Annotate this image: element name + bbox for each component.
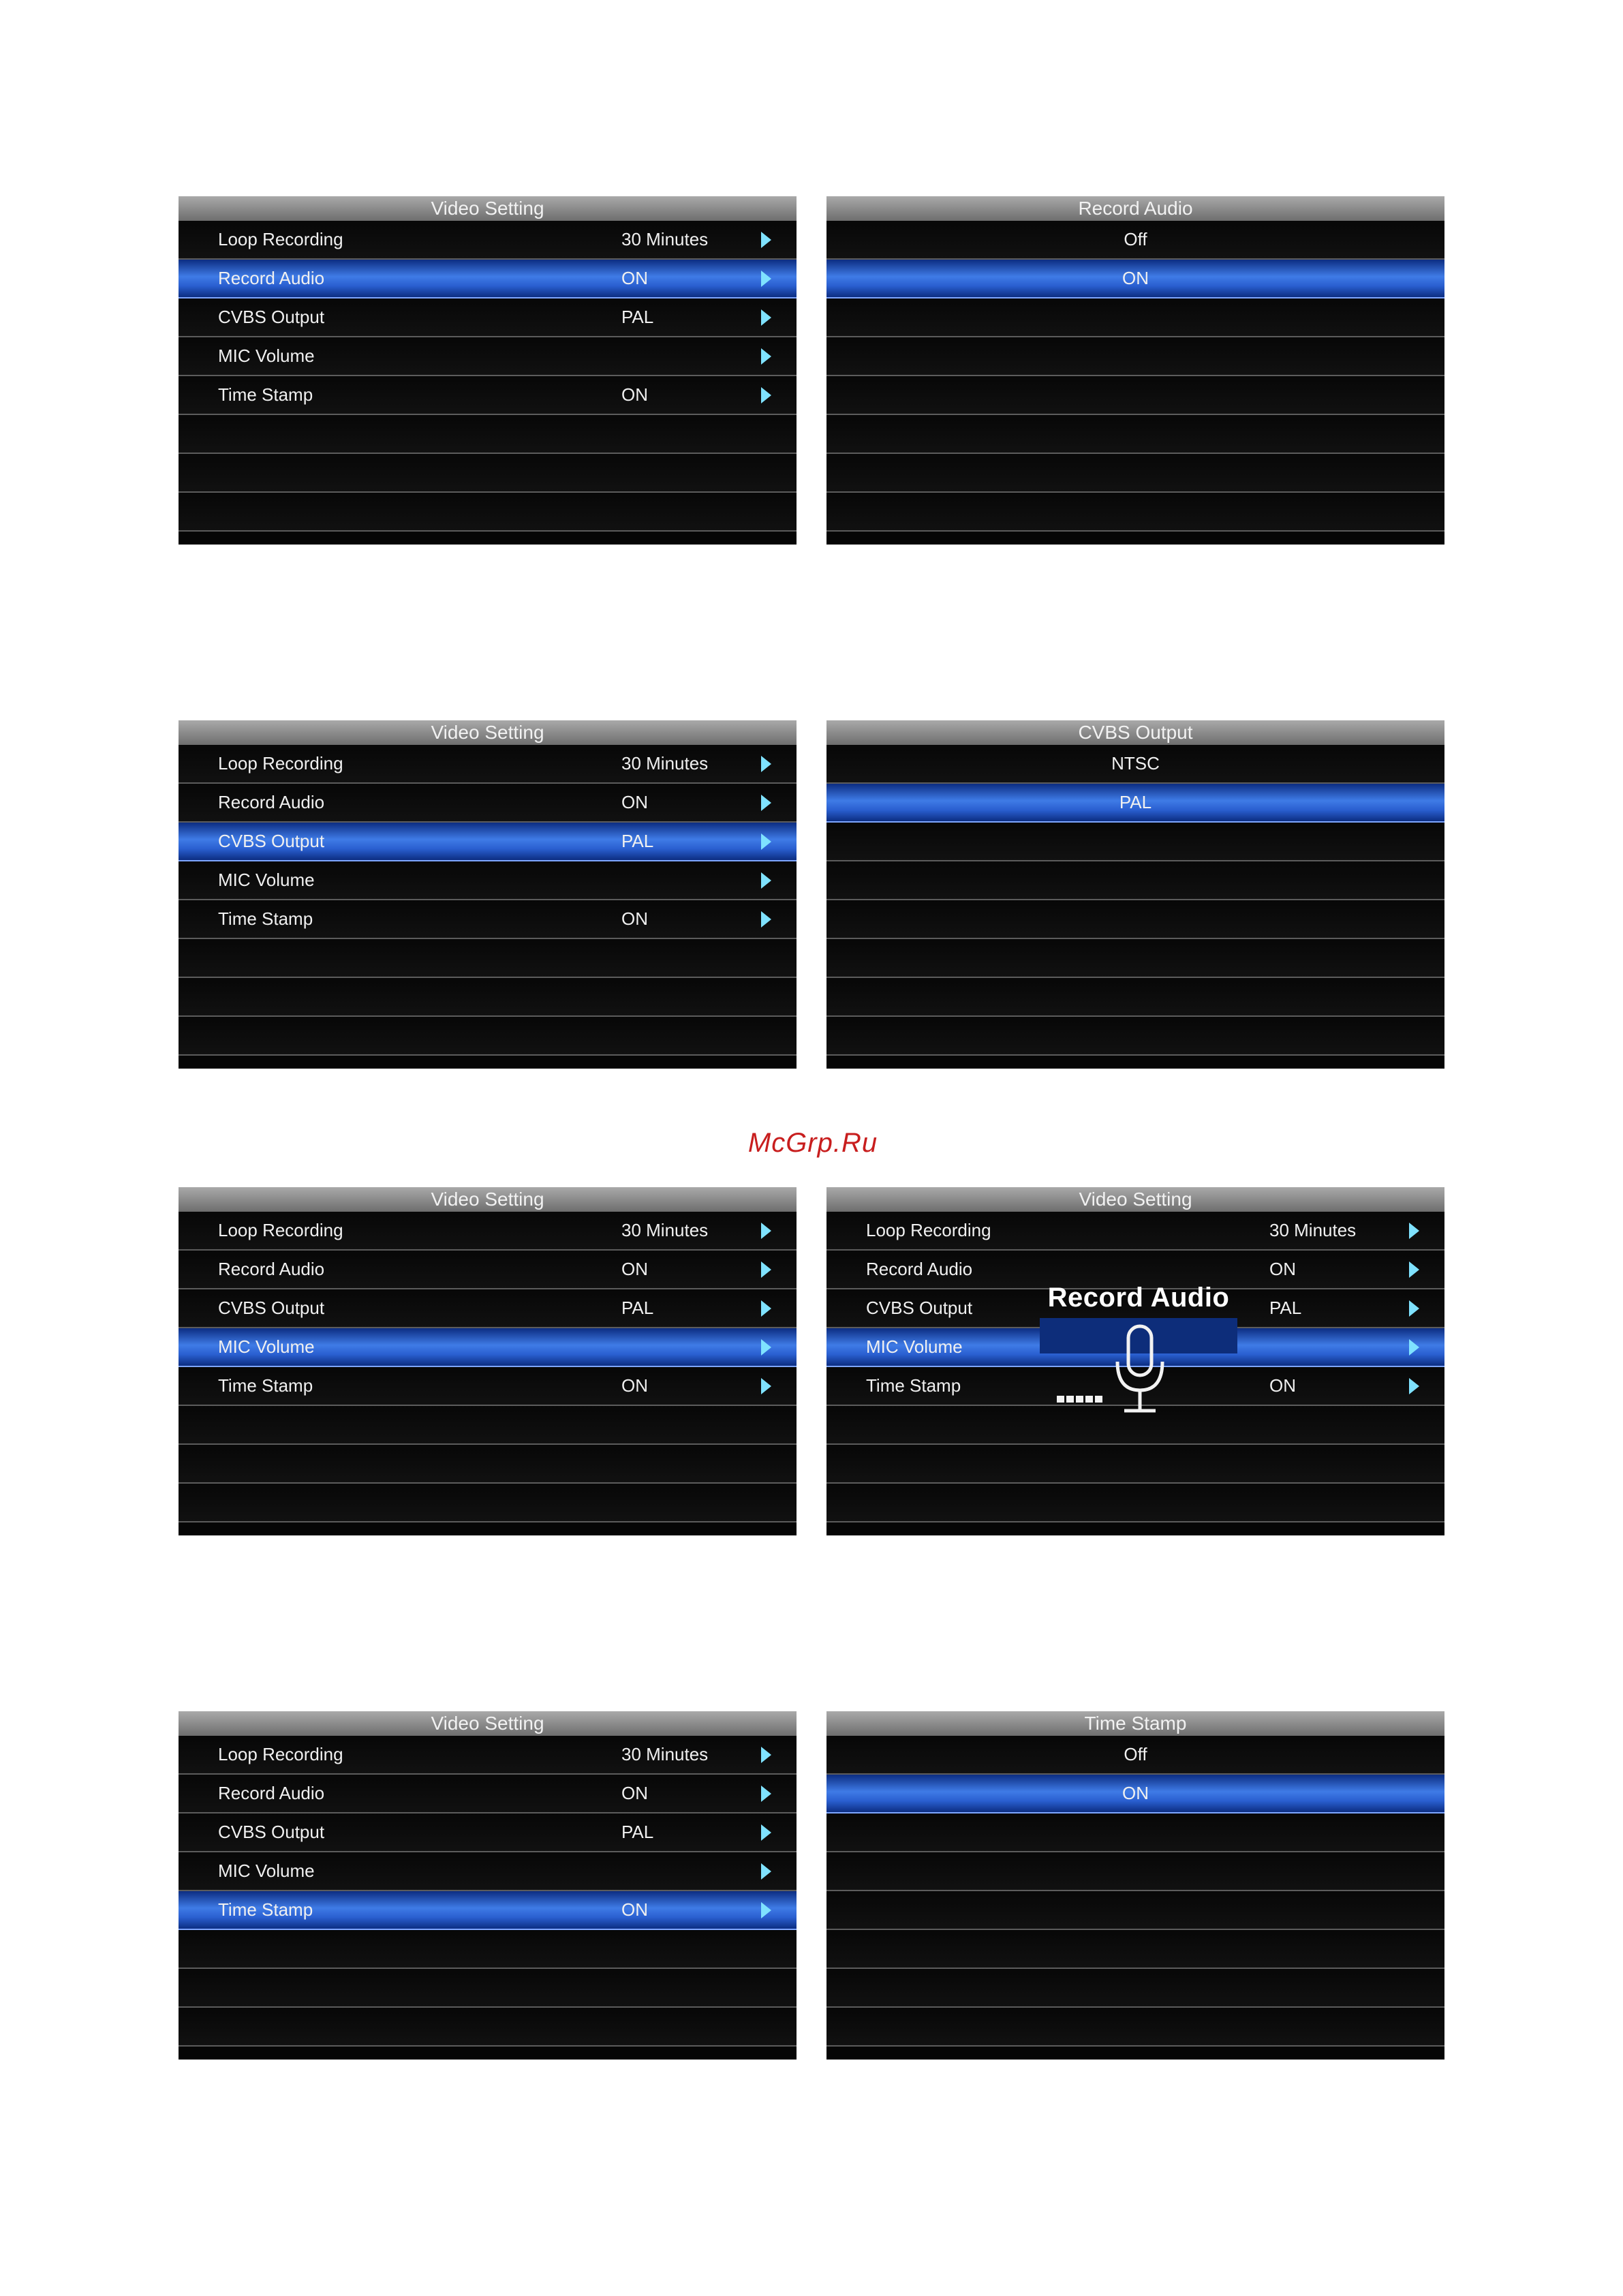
empty-row: [179, 2008, 797, 2047]
empty-row: [826, 1813, 1444, 1852]
option-label: PAL: [1119, 792, 1152, 812]
microphone-icon: [1109, 1322, 1171, 1418]
menu-item-value: ON: [621, 1259, 648, 1279]
chevron-right-icon: [1409, 1223, 1419, 1239]
screen-title: CVBS Output: [826, 720, 1444, 745]
chevron-right-icon: [761, 1747, 771, 1763]
chevron-right-icon: [761, 833, 771, 850]
chevron-right-icon: [761, 1824, 771, 1841]
menu-item-cvbs-output[interactable]: [179, 823, 797, 861]
screen-title: Record Audio: [826, 196, 1444, 221]
menu-item-label: MIC Volume: [218, 1336, 315, 1357]
empty-row: [179, 1484, 797, 1522]
menu-item-value: ON: [621, 268, 648, 288]
empty-row: [826, 939, 1444, 978]
empty-row: [826, 1484, 1444, 1522]
menu-item-time-stamp[interactable]: [179, 900, 797, 939]
mic-level-indicator: [1057, 1394, 1104, 1406]
chevron-right-icon: [761, 1261, 771, 1278]
level-bar: [1085, 1396, 1093, 1403]
chevron-right-icon: [761, 1339, 771, 1356]
menu-item-label: Record Audio: [218, 268, 325, 288]
option-pal[interactable]: [826, 784, 1444, 823]
menu-item-time-stamp[interactable]: [179, 1891, 797, 1930]
chevron-right-icon: [761, 1300, 771, 1317]
chevron-right-icon: [1409, 1300, 1419, 1317]
empty-row: [179, 454, 797, 493]
chevron-right-icon: [761, 271, 771, 287]
menu-item-mic-volume[interactable]: [179, 1852, 797, 1891]
menu-item-loop-recording[interactable]: [179, 1212, 797, 1251]
empty-row: [826, 978, 1444, 1017]
empty-row: [179, 415, 797, 454]
chevron-right-icon: [761, 1863, 771, 1880]
empty-row: [826, 454, 1444, 493]
chevron-right-icon: [761, 348, 771, 365]
menu-item-value: ON: [621, 1783, 648, 1803]
menu-item-label: CVBS Output: [218, 1298, 325, 1318]
empty-row: [179, 978, 797, 1017]
empty-row: [826, 1969, 1444, 2008]
menu-item-label: Record Audio: [218, 1259, 325, 1279]
empty-row: [826, 337, 1444, 376]
menu-item-label: MIC Volume: [866, 1336, 963, 1357]
chevron-right-icon: [761, 309, 771, 326]
menu-item-value: PAL: [621, 1822, 654, 1842]
empty-row: [826, 1445, 1444, 1484]
menu-item-value: 30 Minutes: [1269, 1220, 1357, 1240]
empty-row: [826, 493, 1444, 532]
option-off[interactable]: [826, 1736, 1444, 1775]
menu-item-value: PAL: [1269, 1298, 1302, 1318]
empty-row: [826, 1930, 1444, 1969]
menu-item-label: CVBS Output: [218, 1822, 325, 1842]
menu-item-label: Loop Recording: [866, 1220, 991, 1240]
watermark-text: McGrp.Ru: [747, 1128, 878, 1158]
screen-title: Time Stamp: [826, 1711, 1444, 1736]
menu-item-label: Record Audio: [866, 1259, 973, 1279]
menu-item-label: Time Stamp: [218, 384, 313, 405]
empty-row: [826, 823, 1444, 861]
menu-item-value: ON: [1269, 1375, 1296, 1396]
option-on[interactable]: [826, 1775, 1444, 1813]
menu-item-loop-recording[interactable]: [826, 1212, 1444, 1251]
menu-item-record-audio[interactable]: [179, 1775, 797, 1813]
menu-item-value: 30 Minutes: [621, 753, 709, 774]
time-stamp-screen: [826, 1711, 1444, 2060]
empty-row: [826, 299, 1444, 337]
menu-item-loop-recording[interactable]: [179, 745, 797, 784]
chevron-right-icon: [761, 1223, 771, 1239]
menu-item-label: MIC Volume: [218, 346, 315, 366]
option-label: NTSC: [1111, 753, 1160, 774]
menu-item-label: CVBS Output: [866, 1298, 973, 1318]
empty-row: [826, 415, 1444, 454]
record-audio-screen: [826, 196, 1444, 545]
empty-row: [179, 1969, 797, 2008]
video-setting-screen-2: [179, 720, 797, 1069]
menu-item-label: Time Stamp: [218, 1375, 313, 1396]
chevron-right-icon: [1409, 1339, 1419, 1356]
empty-row: [826, 1852, 1444, 1891]
empty-row: [826, 900, 1444, 939]
menu-item-cvbs-output[interactable]: [179, 1289, 797, 1328]
screen-title: Video Setting: [179, 196, 797, 221]
menu-item-label: Time Stamp: [218, 1899, 313, 1920]
chevron-right-icon: [761, 232, 771, 248]
menu-item-value: PAL: [621, 831, 654, 851]
empty-row: [179, 1017, 797, 1056]
menu-item-time-stamp[interactable]: [179, 376, 797, 415]
menu-item-value: PAL: [621, 307, 654, 327]
option-label: ON: [1122, 1783, 1149, 1803]
empty-row: [826, 861, 1444, 900]
menu-item-label: Loop Recording: [218, 1220, 343, 1240]
menu-item-label: Record Audio: [218, 1783, 325, 1803]
menu-item-value: PAL: [621, 1298, 654, 1318]
menu-item-value: ON: [621, 792, 648, 812]
video-setting-screen-1: [179, 196, 797, 545]
chevron-right-icon: [761, 1902, 771, 1918]
menu-item-record-audio[interactable]: [179, 784, 797, 823]
level-bar: [1095, 1396, 1102, 1403]
menu-item-value: 30 Minutes: [621, 229, 709, 249]
option-on[interactable]: [826, 260, 1444, 299]
video-setting-screen-mic-popup: [826, 1187, 1444, 1535]
menu-item-label: Loop Recording: [218, 1744, 343, 1764]
option-label: ON: [1122, 268, 1149, 288]
screen-title: Video Setting: [826, 1187, 1444, 1212]
mic-volume-popup: [1040, 1283, 1237, 1416]
menu-item-value: ON: [621, 1375, 648, 1396]
menu-item-label: Loop Recording: [218, 229, 343, 249]
video-setting-screen-4: [179, 1711, 797, 2060]
menu-item-mic-volume[interactable]: [179, 337, 797, 376]
menu-item-value: 30 Minutes: [621, 1220, 709, 1240]
option-off[interactable]: [826, 221, 1444, 260]
screen-title: Video Setting: [179, 720, 797, 745]
menu-item-label: CVBS Output: [218, 307, 325, 327]
menu-item-value: 30 Minutes: [621, 1744, 709, 1764]
menu-item-value: ON: [621, 384, 648, 405]
level-bar: [1076, 1396, 1083, 1403]
chevron-right-icon: [761, 1786, 771, 1802]
chevron-right-icon: [1409, 1378, 1419, 1394]
chevron-right-icon: [761, 387, 771, 403]
menu-item-value: ON: [621, 1899, 648, 1920]
menu-item-label: MIC Volume: [218, 1861, 315, 1881]
chevron-right-icon: [761, 795, 771, 811]
menu-item-label: MIC Volume: [218, 870, 315, 890]
chevron-right-icon: [1409, 1261, 1419, 1278]
chevron-right-icon: [761, 911, 771, 928]
video-setting-screen-3: [179, 1187, 797, 1535]
option-label: Off: [1124, 229, 1147, 249]
menu-item-label: Record Audio: [218, 792, 325, 812]
empty-row: [179, 939, 797, 978]
option-label: Off: [1124, 1744, 1147, 1764]
menu-item-cvbs-output[interactable]: [179, 1813, 797, 1852]
chevron-right-icon: [761, 1378, 771, 1394]
empty-row: [826, 1891, 1444, 1930]
empty-row: [826, 2008, 1444, 2047]
menu-item-value: ON: [621, 908, 648, 929]
empty-row: [179, 1445, 797, 1484]
chevron-right-icon: [761, 872, 771, 889]
empty-row: [826, 1017, 1444, 1056]
menu-item-mic-volume[interactable]: [179, 1328, 797, 1367]
menu-item-mic-volume[interactable]: [179, 861, 797, 900]
empty-row: [179, 493, 797, 532]
cvbs-output-screen: [826, 720, 1444, 1069]
screen-title: Video Setting: [179, 1187, 797, 1212]
empty-row: [179, 1930, 797, 1969]
empty-row: [826, 376, 1444, 415]
option-ntsc[interactable]: [826, 745, 1444, 784]
level-bar: [1066, 1396, 1074, 1403]
menu-item-loop-recording[interactable]: [179, 221, 797, 260]
menu-item-loop-recording[interactable]: [179, 1736, 797, 1775]
menu-item-record-audio[interactable]: [179, 260, 797, 299]
menu-item-cvbs-output[interactable]: [179, 299, 797, 337]
level-bar: [1057, 1396, 1064, 1403]
screen-title: Video Setting: [179, 1711, 797, 1736]
menu-item-label: Time Stamp: [866, 1375, 961, 1396]
menu-item-value: ON: [1269, 1259, 1296, 1279]
popup-title: Record Audio: [1047, 1283, 1230, 1313]
menu-item-label: CVBS Output: [218, 831, 325, 851]
chevron-right-icon: [761, 756, 771, 772]
menu-item-label: Loop Recording: [218, 753, 343, 774]
menu-item-label: Time Stamp: [218, 908, 313, 929]
empty-row: [179, 1406, 797, 1445]
menu-item-record-audio[interactable]: [179, 1251, 797, 1289]
menu-item-time-stamp[interactable]: [179, 1367, 797, 1406]
